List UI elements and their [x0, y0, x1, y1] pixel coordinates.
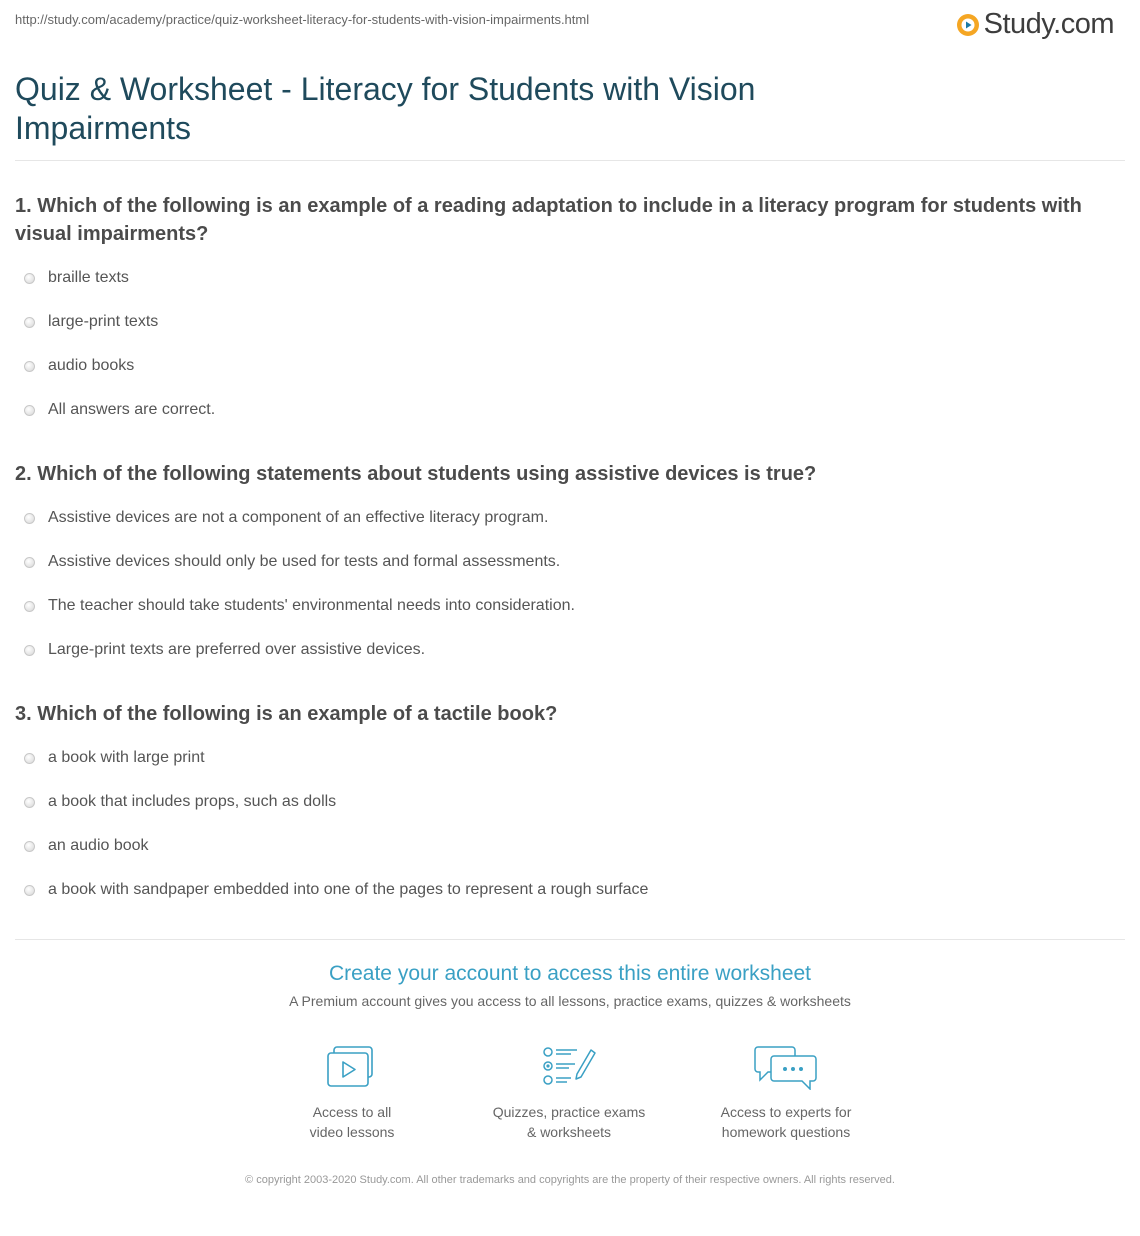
- feature-label: [696, 1102, 876, 1142]
- feature-label-line: & worksheets: [526, 1124, 612, 1140]
- title-divider: [15, 160, 1125, 161]
- answer-label: a book with sandpaper embedded into one of the pages to represent a rough surface: [48, 881, 649, 898]
- feature-label-line: homework questions: [721, 1124, 851, 1140]
- radio-button[interactable]: [24, 601, 35, 612]
- radio-button[interactable]: [24, 797, 35, 808]
- answer-label: All answers are correct.: [48, 401, 216, 418]
- question-text: 1. Which of the following is an example of a reading adaptation to include in a literacy program for students with visual impairments?: [15, 195, 1082, 245]
- answer-option[interactable]: [15, 780, 1115, 824]
- answer-label: Assistive devices should only be used for tests and formal assessments.: [48, 553, 561, 570]
- answer-options: [15, 736, 1115, 912]
- radio-button[interactable]: [24, 317, 35, 328]
- feature-video-lessons: [262, 1044, 442, 1142]
- radio-button[interactable]: [24, 645, 35, 656]
- page-url: http://study.com/academy/practice/quiz-worksheet-literacy-for-students-with-vision-impairments.html: [15, 12, 590, 27]
- radio-button[interactable]: [24, 885, 35, 896]
- question-text: 3. Which of the following is an example of a tactile book?: [15, 703, 558, 725]
- answer-option[interactable]: [15, 584, 1115, 628]
- page-title: Quiz & Worksheet - Literacy for Students with Vision Impairments: [15, 71, 756, 146]
- feature-quizzes: [479, 1044, 659, 1142]
- copyright-notice: © copyright 2003-2020 Study.com. All other trademarks and copyrights are the property of their respective owners. All rights reserved.: [245, 1174, 895, 1186]
- feature-label: [262, 1102, 442, 1142]
- question-1: [15, 192, 1115, 432]
- answer-label: a book that includes props, such as dolls: [48, 793, 337, 810]
- answer-option[interactable]: [15, 628, 1115, 672]
- answer-label: an audio book: [48, 837, 149, 854]
- answer-label: Large-print texts are preferred over assistive devices.: [48, 641, 426, 658]
- answer-option[interactable]: [15, 300, 1115, 344]
- logo-text: Study.com: [983, 8, 1114, 40]
- radio-button[interactable]: [24, 513, 35, 524]
- question-3: [15, 700, 1115, 912]
- radio-button[interactable]: [24, 753, 35, 764]
- study-logo[interactable]: [956, 8, 1114, 41]
- chat-bubbles-icon: [754, 1044, 818, 1090]
- quiz-checklist-icon: [541, 1044, 597, 1090]
- answer-label: Assistive devices are not a component of an effective literacy program.: [48, 509, 549, 526]
- answer-option[interactable]: [15, 256, 1115, 300]
- answer-label: large-print texts: [48, 313, 159, 330]
- answer-label: The teacher should take students' environmental needs into consideration.: [48, 597, 575, 614]
- radio-button[interactable]: [24, 841, 35, 852]
- feature-label-line: Access to experts for: [720, 1104, 852, 1120]
- video-lesson-icon: [324, 1044, 380, 1090]
- feature-label-line: video lessons: [309, 1124, 395, 1140]
- answer-label: braille texts: [48, 269, 129, 286]
- answer-option[interactable]: [15, 824, 1115, 868]
- answer-option[interactable]: [15, 868, 1115, 912]
- create-account-link[interactable]: Create your account to access this entire worksheet: [328, 962, 812, 985]
- feature-label: [479, 1102, 659, 1142]
- premium-description: A Premium account gives you access to all lessons, practice exams, quizzes & worksheets: [289, 993, 851, 1009]
- radio-button[interactable]: [24, 361, 35, 372]
- answer-option[interactable]: [15, 344, 1115, 388]
- question-2: [15, 460, 1115, 672]
- answer-option[interactable]: [15, 496, 1115, 540]
- question-text: 2. Which of the following statements about students using assistive devices is true?: [15, 463, 817, 485]
- answer-options: [15, 496, 1115, 672]
- cta-divider: [15, 939, 1125, 940]
- radio-button[interactable]: [24, 273, 35, 284]
- radio-button[interactable]: [24, 557, 35, 568]
- answer-label: audio books: [48, 357, 135, 374]
- feature-experts: [696, 1044, 876, 1142]
- answer-label: a book with large print: [48, 749, 205, 766]
- answer-options: [15, 256, 1115, 432]
- answer-option[interactable]: [15, 388, 1115, 432]
- radio-button[interactable]: [24, 405, 35, 416]
- feature-label-line: Access to all: [312, 1104, 392, 1120]
- answer-option[interactable]: [15, 540, 1115, 584]
- play-logo-icon: [956, 13, 980, 37]
- answer-option[interactable]: [15, 736, 1115, 780]
- feature-label-line: Quizzes, practice exams: [492, 1104, 646, 1120]
